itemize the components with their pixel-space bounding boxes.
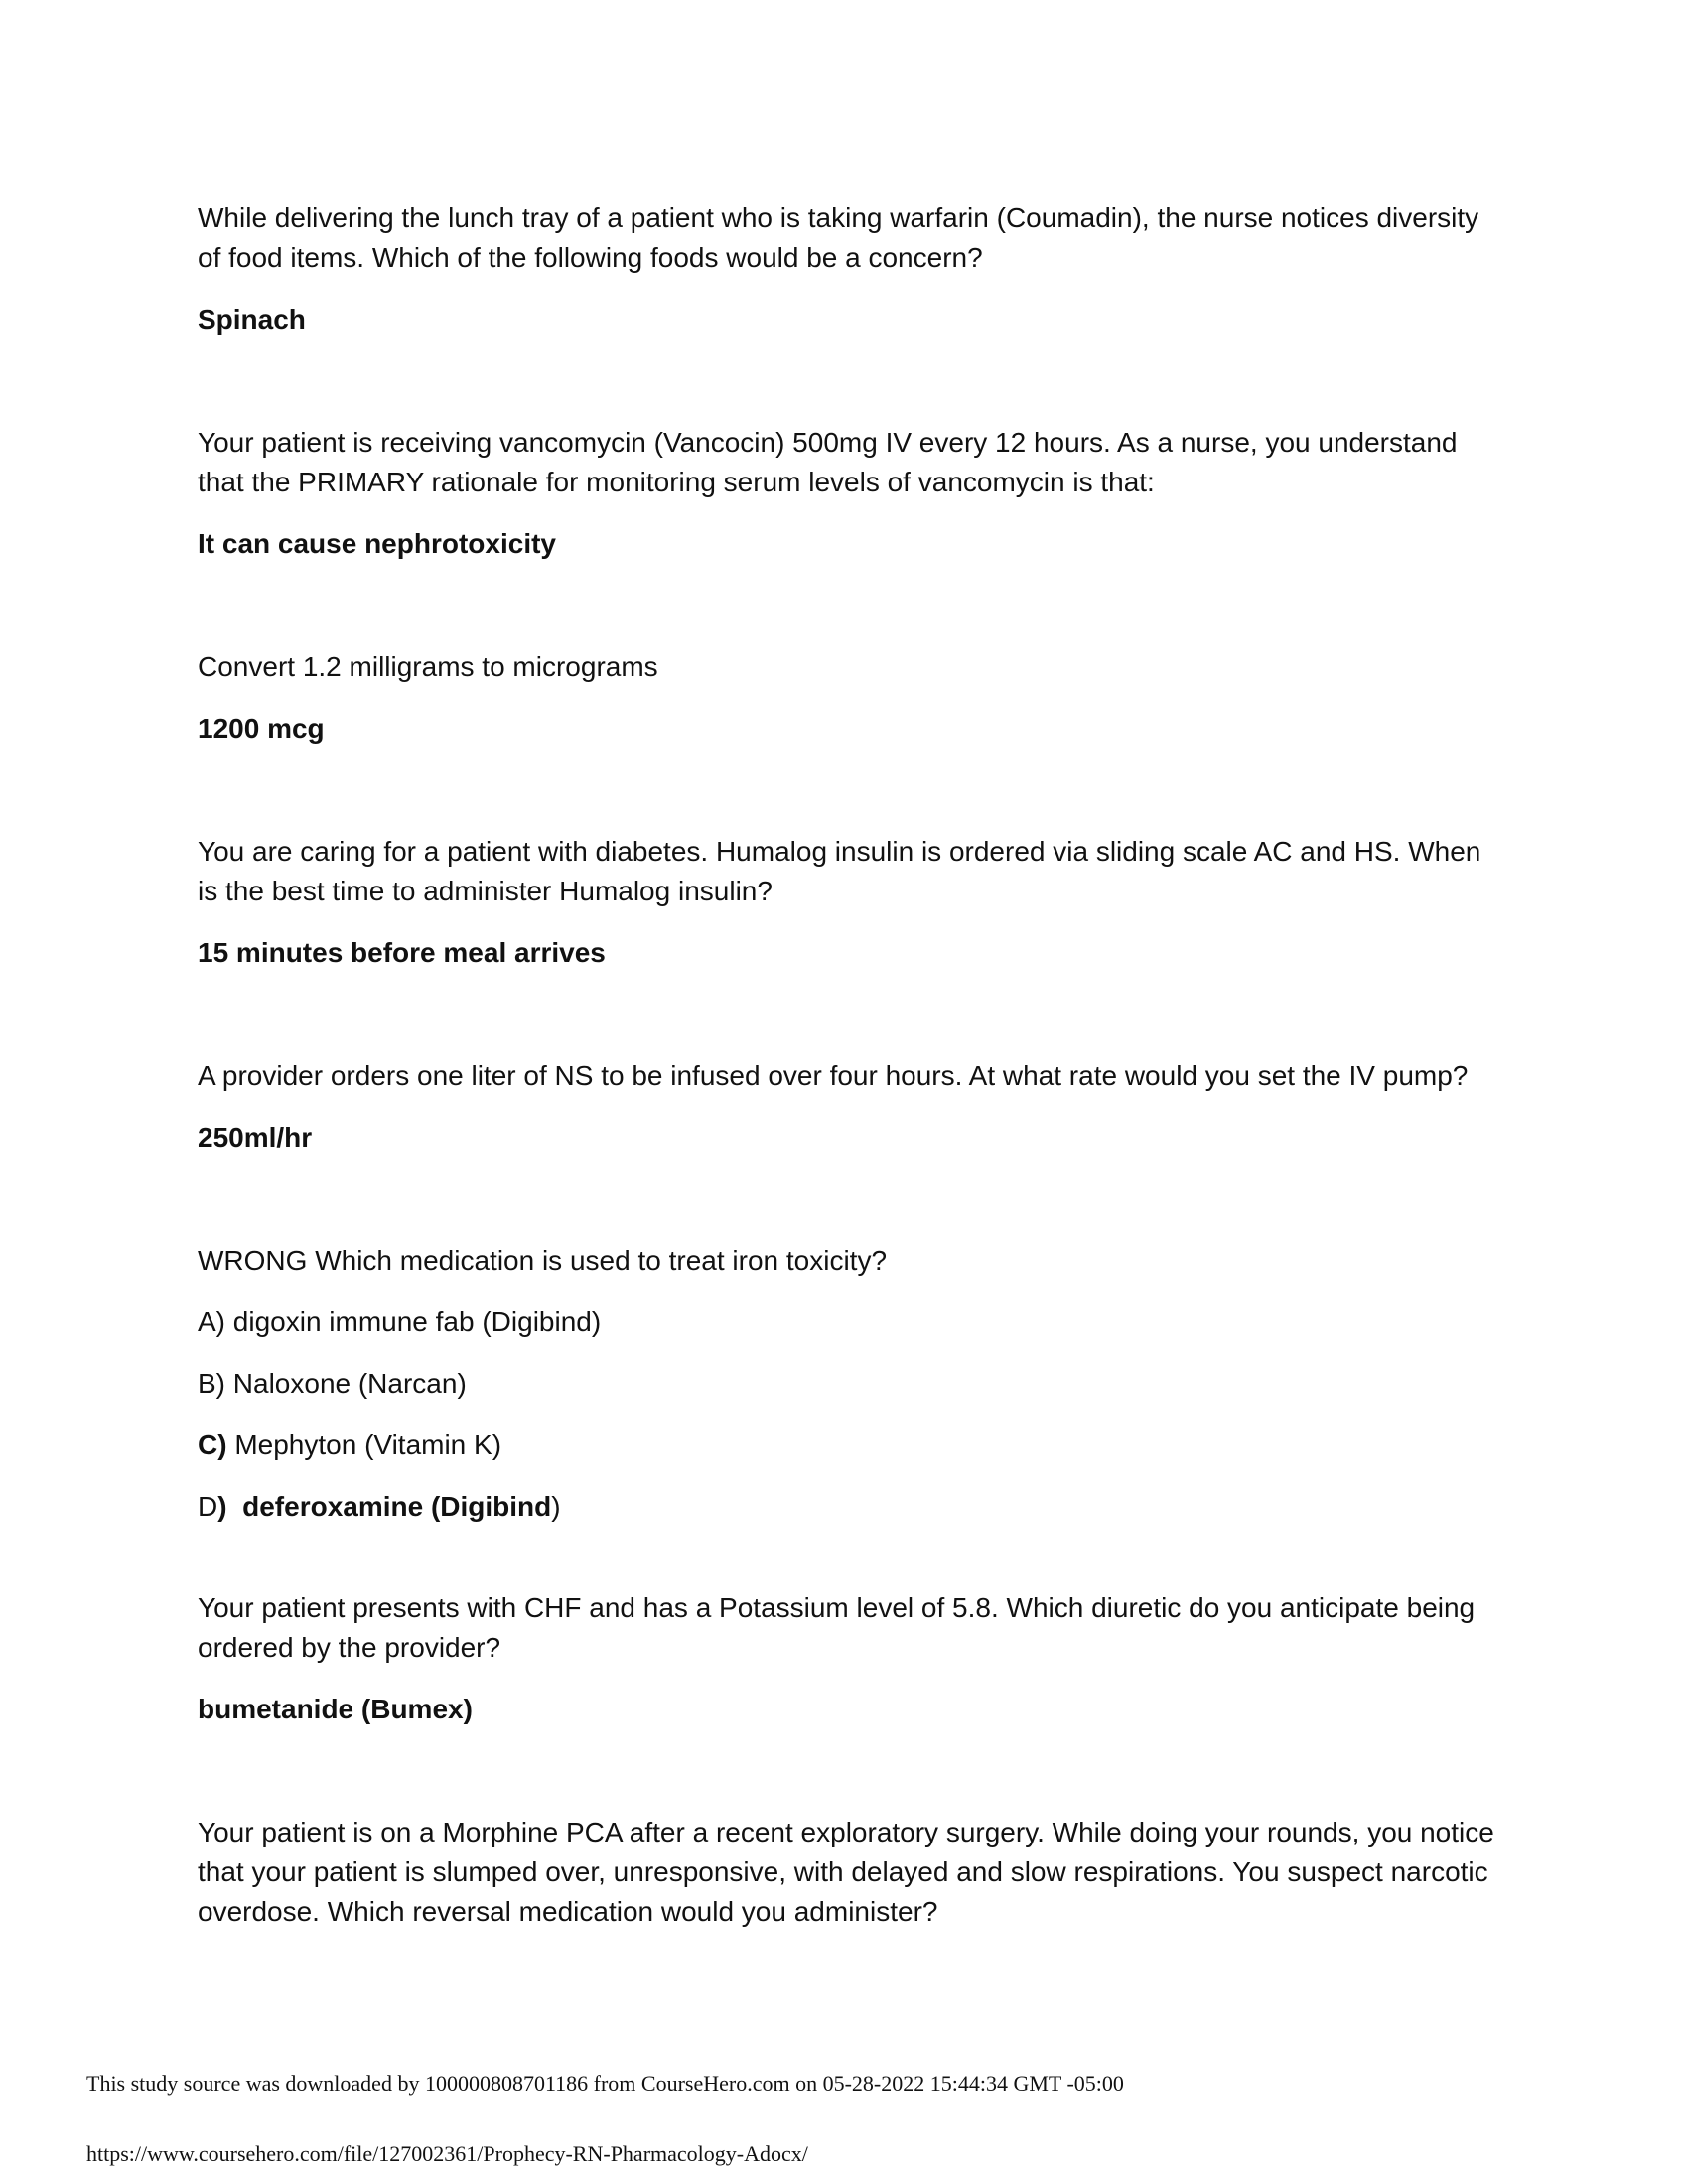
question-text: You are caring for a patient with diabetes. Humalog insulin is ordered via sliding scale AC and HS. When is the best time to administer Humalog insulin? bbox=[198, 836, 1481, 906]
answer-text: 15 minutes before meal arrives bbox=[198, 937, 606, 968]
question-text: WRONG Which medication is used to treat iron toxicity? bbox=[198, 1245, 888, 1276]
option-c-text: Mephyton (Vitamin K) bbox=[226, 1430, 502, 1460]
answer-text: It can cause nephrotoxicity bbox=[198, 528, 556, 559]
qa-block bbox=[198, 647, 1508, 749]
answer-text: 1200 mcg bbox=[198, 713, 325, 744]
qa-block bbox=[198, 199, 1508, 340]
question-text: Your patient is on a Morphine PCA after a recent exploratory surgery. While doing your rounds, you notice that your patient is slumped over, unresponsive, with delayed and slow respirations. You suspect narcotic overdose. Which reversal medication would you administer? bbox=[198, 1817, 1494, 1927]
option-b: B) Naloxone (Narcan) bbox=[198, 1368, 467, 1399]
question-text: Your patient presents with CHF and has a Potassium level of 5.8. Which diuretic do you anticipate being ordered by the provider? bbox=[198, 1592, 1476, 1663]
option-d-letter: D bbox=[198, 1491, 218, 1522]
question-text: A provider orders one liter of NS to be infused over four hours. At what rate would you set the IV pump? bbox=[198, 1060, 1469, 1091]
option-c bbox=[198, 1426, 1508, 1465]
download-note: This study source was downloaded by 100000808701186 from CourseHero.com on 05-28-2022 15:44:34 GMT -05:00 bbox=[86, 2071, 1124, 2096]
option-c-letter: C) bbox=[198, 1430, 227, 1460]
option-d-text: ) deferoxamine (Digibind bbox=[217, 1491, 552, 1522]
answer-text: 250ml/hr bbox=[198, 1122, 313, 1153]
source-url: https://www.coursehero.com/file/127002361/Prophecy-RN-Pharmacology-Adocx/ bbox=[86, 2141, 808, 2166]
qa-block bbox=[198, 1056, 1508, 1158]
qa-block bbox=[198, 423, 1508, 564]
option-d-tail: ) bbox=[551, 1491, 561, 1522]
qa-block bbox=[198, 1813, 1508, 1932]
question-text: Your patient is receiving vancomycin (Vancocin) 500mg IV every 12 hours. As a nurse, you understand that the PRIMARY rationale for monitoring serum levels of vancomycin is that: bbox=[198, 427, 1458, 497]
mc-block bbox=[198, 1241, 1508, 1527]
answer-text: bumetanide (Bumex) bbox=[198, 1694, 473, 1724]
option-d bbox=[198, 1487, 1508, 1527]
qa-block bbox=[198, 832, 1508, 973]
qa-block bbox=[198, 1588, 1508, 1729]
option-a: A) digoxin immune fab (Digibind) bbox=[198, 1306, 602, 1337]
question-text: While delivering the lunch tray of a patient who is taking warfarin (Coumadin), the nurse notices diversity of food items. Which of the following foods would be a concern? bbox=[198, 203, 1479, 273]
answer-text: Spinach bbox=[198, 304, 306, 335]
question-text: Convert 1.2 milligrams to micrograms bbox=[198, 651, 658, 682]
document-body bbox=[198, 199, 1508, 2015]
